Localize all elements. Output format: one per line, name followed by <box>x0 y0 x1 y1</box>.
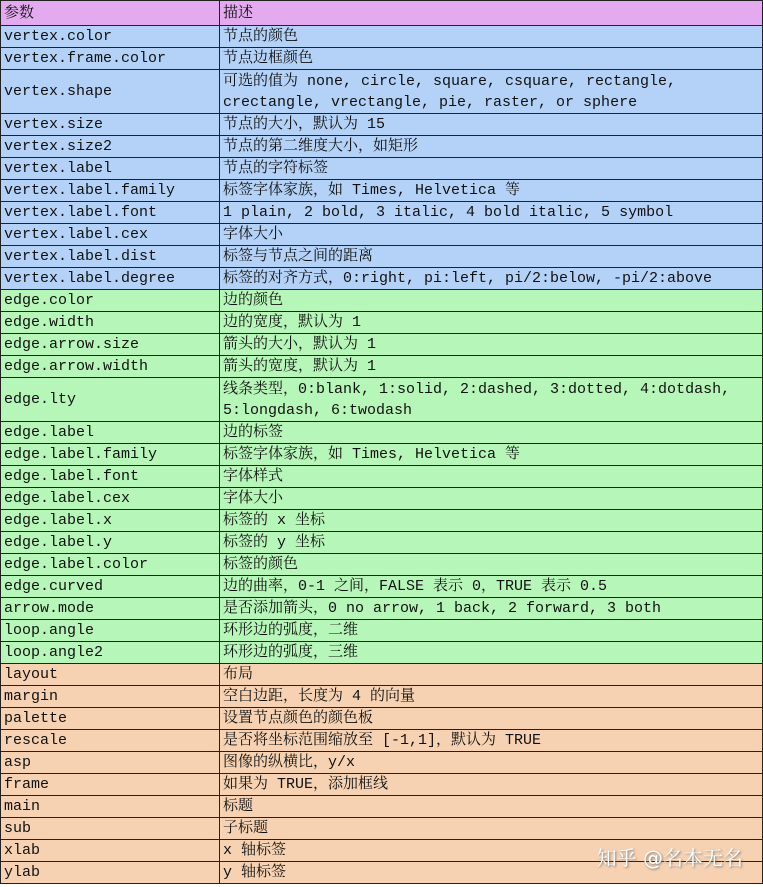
param-cell: palette <box>1 708 220 730</box>
param-cell: edge.width <box>1 312 220 334</box>
desc-cell: 标签的 x 坐标 <box>220 510 763 532</box>
table-row <box>1 444 763 466</box>
param-cell: edge.label.y <box>1 532 220 554</box>
desc-cell: 标签的颜色 <box>220 554 763 576</box>
param-cell: main <box>1 796 220 818</box>
table-header <box>1 1 763 26</box>
table-row <box>1 158 763 180</box>
param-cell: ylab <box>1 862 220 884</box>
desc-cell: 箭头的宽度，默认为 1 <box>220 356 763 378</box>
param-cell: vertex.frame.color <box>1 48 220 70</box>
table-row <box>1 26 763 48</box>
param-cell: edge.label <box>1 422 220 444</box>
table-row <box>1 554 763 576</box>
table-row <box>1 48 763 70</box>
desc-cell: 边的颜色 <box>220 290 763 312</box>
table-row <box>1 510 763 532</box>
header-desc: 描述 <box>220 1 763 26</box>
header-param: 参数 <box>1 1 220 26</box>
param-cell: vertex.label.dist <box>1 246 220 268</box>
table-row <box>1 114 763 136</box>
table-row <box>1 488 763 510</box>
param-cell: vertex.label.cex <box>1 224 220 246</box>
table-row <box>1 180 763 202</box>
table-row <box>1 290 763 312</box>
desc-cell: 节点的第二维度大小，如矩形 <box>220 136 763 158</box>
param-cell: frame <box>1 774 220 796</box>
param-cell: asp <box>1 752 220 774</box>
table-row <box>1 708 763 730</box>
desc-cell: 字体大小 <box>220 488 763 510</box>
param-cell: vertex.label.font <box>1 202 220 224</box>
table-row <box>1 202 763 224</box>
desc-cell: 是否将坐标范围缩放至 [-1,1]，默认为 TRUE <box>220 730 763 752</box>
watermark: 知乎 @名本无名 <box>596 846 743 870</box>
desc-cell: x 轴标签 <box>220 840 763 862</box>
table-row <box>1 774 763 796</box>
table-row <box>1 334 763 356</box>
desc-cell: 线条类型，0:blank, 1:solid, 2:dashed, 3:dotted, 4:dotdash, 5:longdash, 6:twodash <box>220 378 763 422</box>
param-cell: edge.label.color <box>1 554 220 576</box>
desc-cell: 子标题 <box>220 818 763 840</box>
table-row <box>1 620 763 642</box>
desc-cell: 环形边的弧度，三维 <box>220 642 763 664</box>
param-cell: vertex.size <box>1 114 220 136</box>
param-cell: vertex.size2 <box>1 136 220 158</box>
desc-cell: 边的宽度，默认为 1 <box>220 312 763 334</box>
table-row <box>1 818 763 840</box>
table-row <box>1 598 763 620</box>
param-cell: edge.arrow.width <box>1 356 220 378</box>
desc-cell: 如果为 TRUE，添加框线 <box>220 774 763 796</box>
table-row <box>1 422 763 444</box>
param-cell: edge.label.x <box>1 510 220 532</box>
desc-cell: 节点的颜色 <box>220 26 763 48</box>
desc-cell: 标签字体家族，如 Times, Helvetica 等 <box>220 180 763 202</box>
param-cell: loop.angle <box>1 620 220 642</box>
param-cell: vertex.label.degree <box>1 268 220 290</box>
param-cell: edge.label.family <box>1 444 220 466</box>
param-cell: edge.label.cex <box>1 488 220 510</box>
desc-cell: 节点的大小，默认为 15 <box>220 114 763 136</box>
param-cell: arrow.mode <box>1 598 220 620</box>
table-row <box>1 378 763 422</box>
param-cell: edge.curved <box>1 576 220 598</box>
table-row <box>1 752 763 774</box>
table-row <box>1 686 763 708</box>
table-row <box>1 268 763 290</box>
param-cell: edge.label.font <box>1 466 220 488</box>
desc-cell: 边的标签 <box>220 422 763 444</box>
table-row <box>1 224 763 246</box>
param-cell: rescale <box>1 730 220 752</box>
desc-cell: 标签字体家族，如 Times, Helvetica 等 <box>220 444 763 466</box>
table-row <box>1 466 763 488</box>
desc-cell: 节点的字符标签 <box>220 158 763 180</box>
desc-cell: 标签的对齐方式，0:right, pi:left, pi/2:below, -pi/2:above <box>220 268 763 290</box>
desc-cell: 布局 <box>220 664 763 686</box>
param-cell: vertex.label.family <box>1 180 220 202</box>
param-cell: vertex.color <box>1 26 220 48</box>
desc-cell: 图像的纵横比，y/x <box>220 752 763 774</box>
table-row <box>1 70 763 114</box>
param-cell: edge.lty <box>1 378 220 422</box>
table-row <box>1 664 763 686</box>
param-cell: edge.arrow.size <box>1 334 220 356</box>
table-body <box>1 26 763 884</box>
table-row <box>1 246 763 268</box>
desc-cell: 空白边距，长度为 4 的向量 <box>220 686 763 708</box>
desc-cell: 可选的值为 none, circle, square, csquare, rectangle, crectangle, vrectangle, pie, raster, or sphere <box>220 70 763 114</box>
desc-cell: 设置节点颜色的颜色板 <box>220 708 763 730</box>
desc-cell: 箭头的大小，默认为 1 <box>220 334 763 356</box>
table-row <box>1 356 763 378</box>
desc-cell: 字体样式 <box>220 466 763 488</box>
desc-cell: 边的曲率，0-1 之间，FALSE 表示 0，TRUE 表示 0.5 <box>220 576 763 598</box>
table-row <box>1 730 763 752</box>
desc-cell: 环形边的弧度，二维 <box>220 620 763 642</box>
param-cell: layout <box>1 664 220 686</box>
param-cell: vertex.label <box>1 158 220 180</box>
desc-cell: 标题 <box>220 796 763 818</box>
table-row <box>1 136 763 158</box>
desc-cell: y 轴标签 <box>220 862 763 884</box>
table-row <box>1 532 763 554</box>
desc-cell: 标签与节点之间的距离 <box>220 246 763 268</box>
param-cell: loop.angle2 <box>1 642 220 664</box>
param-cell: vertex.shape <box>1 70 220 114</box>
param-cell: sub <box>1 818 220 840</box>
param-cell: margin <box>1 686 220 708</box>
table-row <box>1 796 763 818</box>
desc-cell: 是否添加箭头，0 no arrow, 1 back, 2 forward, 3 both <box>220 598 763 620</box>
desc-cell: 字体大小 <box>220 224 763 246</box>
desc-cell: 节点边框颜色 <box>220 48 763 70</box>
table-row <box>1 312 763 334</box>
table-row <box>1 576 763 598</box>
table-row <box>1 642 763 664</box>
param-cell: xlab <box>1 840 220 862</box>
param-cell: edge.color <box>1 290 220 312</box>
desc-cell: 标签的 y 坐标 <box>220 532 763 554</box>
desc-cell: 1 plain, 2 bold, 3 italic, 4 bold italic, 5 symbol <box>220 202 763 224</box>
